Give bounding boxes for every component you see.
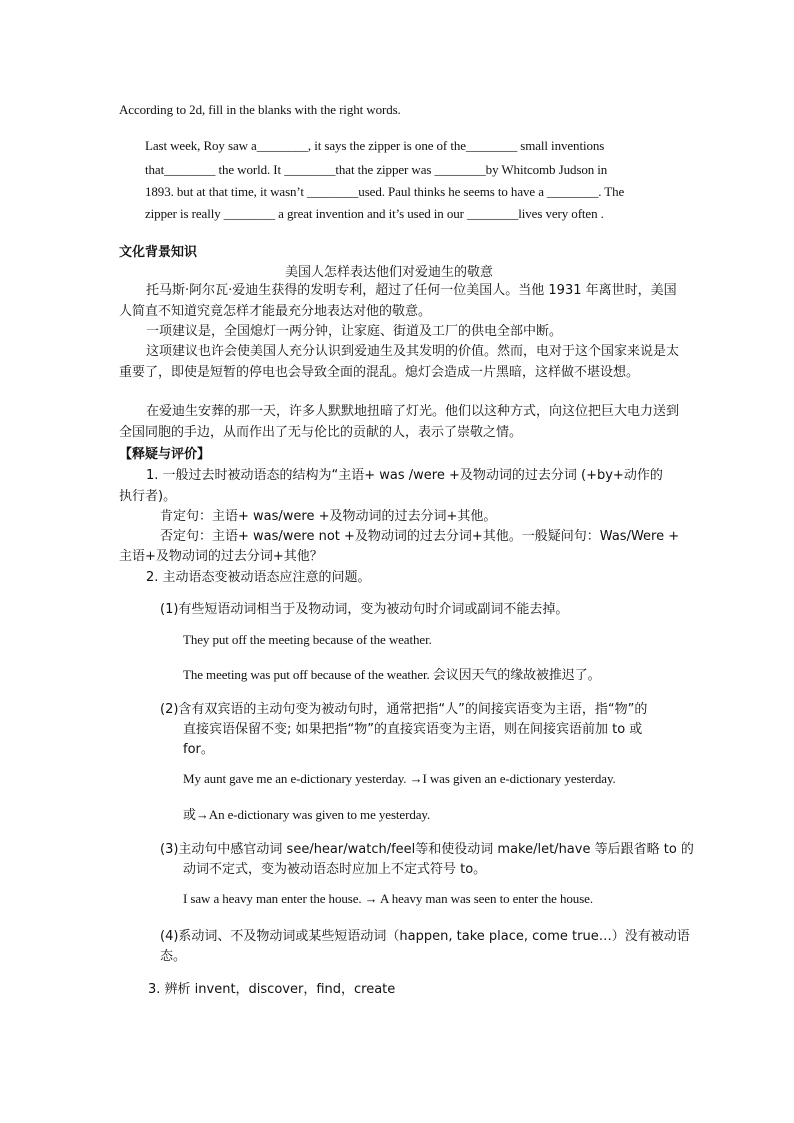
rule-2-line-2: 直接宾语保留不变; 如果把指“物”的直接宾语变为主语，则在间接宾语前加 to 或: [183, 722, 643, 737]
point-2: 2. 主动语态变被动语态应注意的问题。: [146, 570, 371, 585]
point-1-line-2: 执行者)。: [119, 489, 177, 504]
rule-2-example-2: 或→An e-dictionary was given to me yesterday.: [183, 807, 431, 822]
explain-heading: 【释疑与评价】: [119, 447, 211, 462]
rule-1-example-1: They put off the meeting because of the weather.: [183, 632, 432, 647]
culture-title: 美国人怎样表达他们对爱迪生的敬意: [285, 265, 494, 280]
culture-paragraph-3: 这项建议也许会使美国人充分认识到爱迪生及其发明的价值。然而，电对于这个国家来说是太重要了，即使是短暂的停电也会导致全面的混乱。熄灯会造成一片黑暗，这样做不堪设想。: [119, 344, 680, 380]
culture-paragraph-4: 在爱迪生安葬的那一天，许多人默默地扭暗了灯光。他们以这种方式，向这位把巨大电力送到全国同胞的手边，从而作出了无与伦比的贡献的人，表示了崇敬之情。: [119, 404, 680, 440]
culture-paragraph-1: 托马斯·阿尔瓦·爱迪生获得的发明专利，超过了任何一位美国人。当他 1931 年离世时，美国人简直不知道究竟怎样才能最充分地表达对他的敬意。: [119, 283, 677, 319]
rule-1: (1)有些短语动词相当于及物动词，变为被动句时介词或副词不能去掉。: [160, 602, 569, 617]
exercise-line-1: Last week, Roy saw a________, it says the zipper is one of the________ small inventions: [145, 138, 605, 153]
rule-2-line-3: for。: [183, 742, 214, 757]
rule-4-line-1: (4)系动词、不及物动词或某些短语动词（happen, take place, come true…）没有被动语: [160, 929, 690, 944]
rule-3-example: I saw a heavy man enter the house. → A heavy man was seen to enter the house.: [183, 891, 593, 906]
culture-paragraph-2: 一项建议是，全国熄灯一两分钟，让家庭、街道及工厂的供电全部中断。: [146, 324, 563, 339]
rule-3-line-2: 动词不定式，变为被动语态时应加上不定式符号 to。: [183, 862, 487, 877]
rule-2-example-1: My aunt gave me an e-dictionary yesterday. →I was given an e-dictionary yesterday.: [183, 771, 616, 786]
rule-1-example-2: The meeting was put off because of the weather. 会议因天气的缘故被推迟了。: [183, 667, 601, 682]
negative-rule-line-1: 否定句：主语+ was/were not +及物动词的过去分词+其他。一般疑问句：Was/Were +: [160, 529, 680, 544]
rule-2-line-1: (2)含有双宾语的主动句变为被动句时，通常把指“人”的间接宾语变为主语，指“物”的: [160, 702, 648, 717]
point-3: 3. 辨析 invent，discover，find，create: [148, 982, 396, 997]
point-1-line-1: 1. 一般过去时被动语态的结构为“主语+ was /were +及物动词的过去分词 (+by+动作的: [146, 468, 663, 483]
culture-heading: 文化背景知识: [119, 245, 198, 260]
negative-rule-line-2: 主语+及物动词的过去分词+其他？: [119, 549, 323, 564]
rule-4-line-2: 态。: [160, 949, 187, 964]
exercise-instruction: According to 2d, fill in the blanks with the right words.: [119, 102, 401, 117]
exercise-line-4: zipper is really ________ a great invention and it’s used in our ________lives very often .: [145, 206, 604, 221]
rule-3-line-1: (3)主动句中感官动词 see/hear/watch/feel等和使役动词 make/let/have 等后跟省略 to 的: [160, 842, 694, 857]
exercise-line-3: 1893. but at that time, it wasn’t ________used. Paul thinks he seems to have a ________. The: [145, 184, 625, 199]
exercise-line-2: that________ the world. It ________that the zipper was ________by Whitcomb Judson in: [145, 162, 608, 177]
affirmative-rule: 肯定句：主语+ was/were +及物动词的过去分词+其他。: [160, 509, 497, 524]
